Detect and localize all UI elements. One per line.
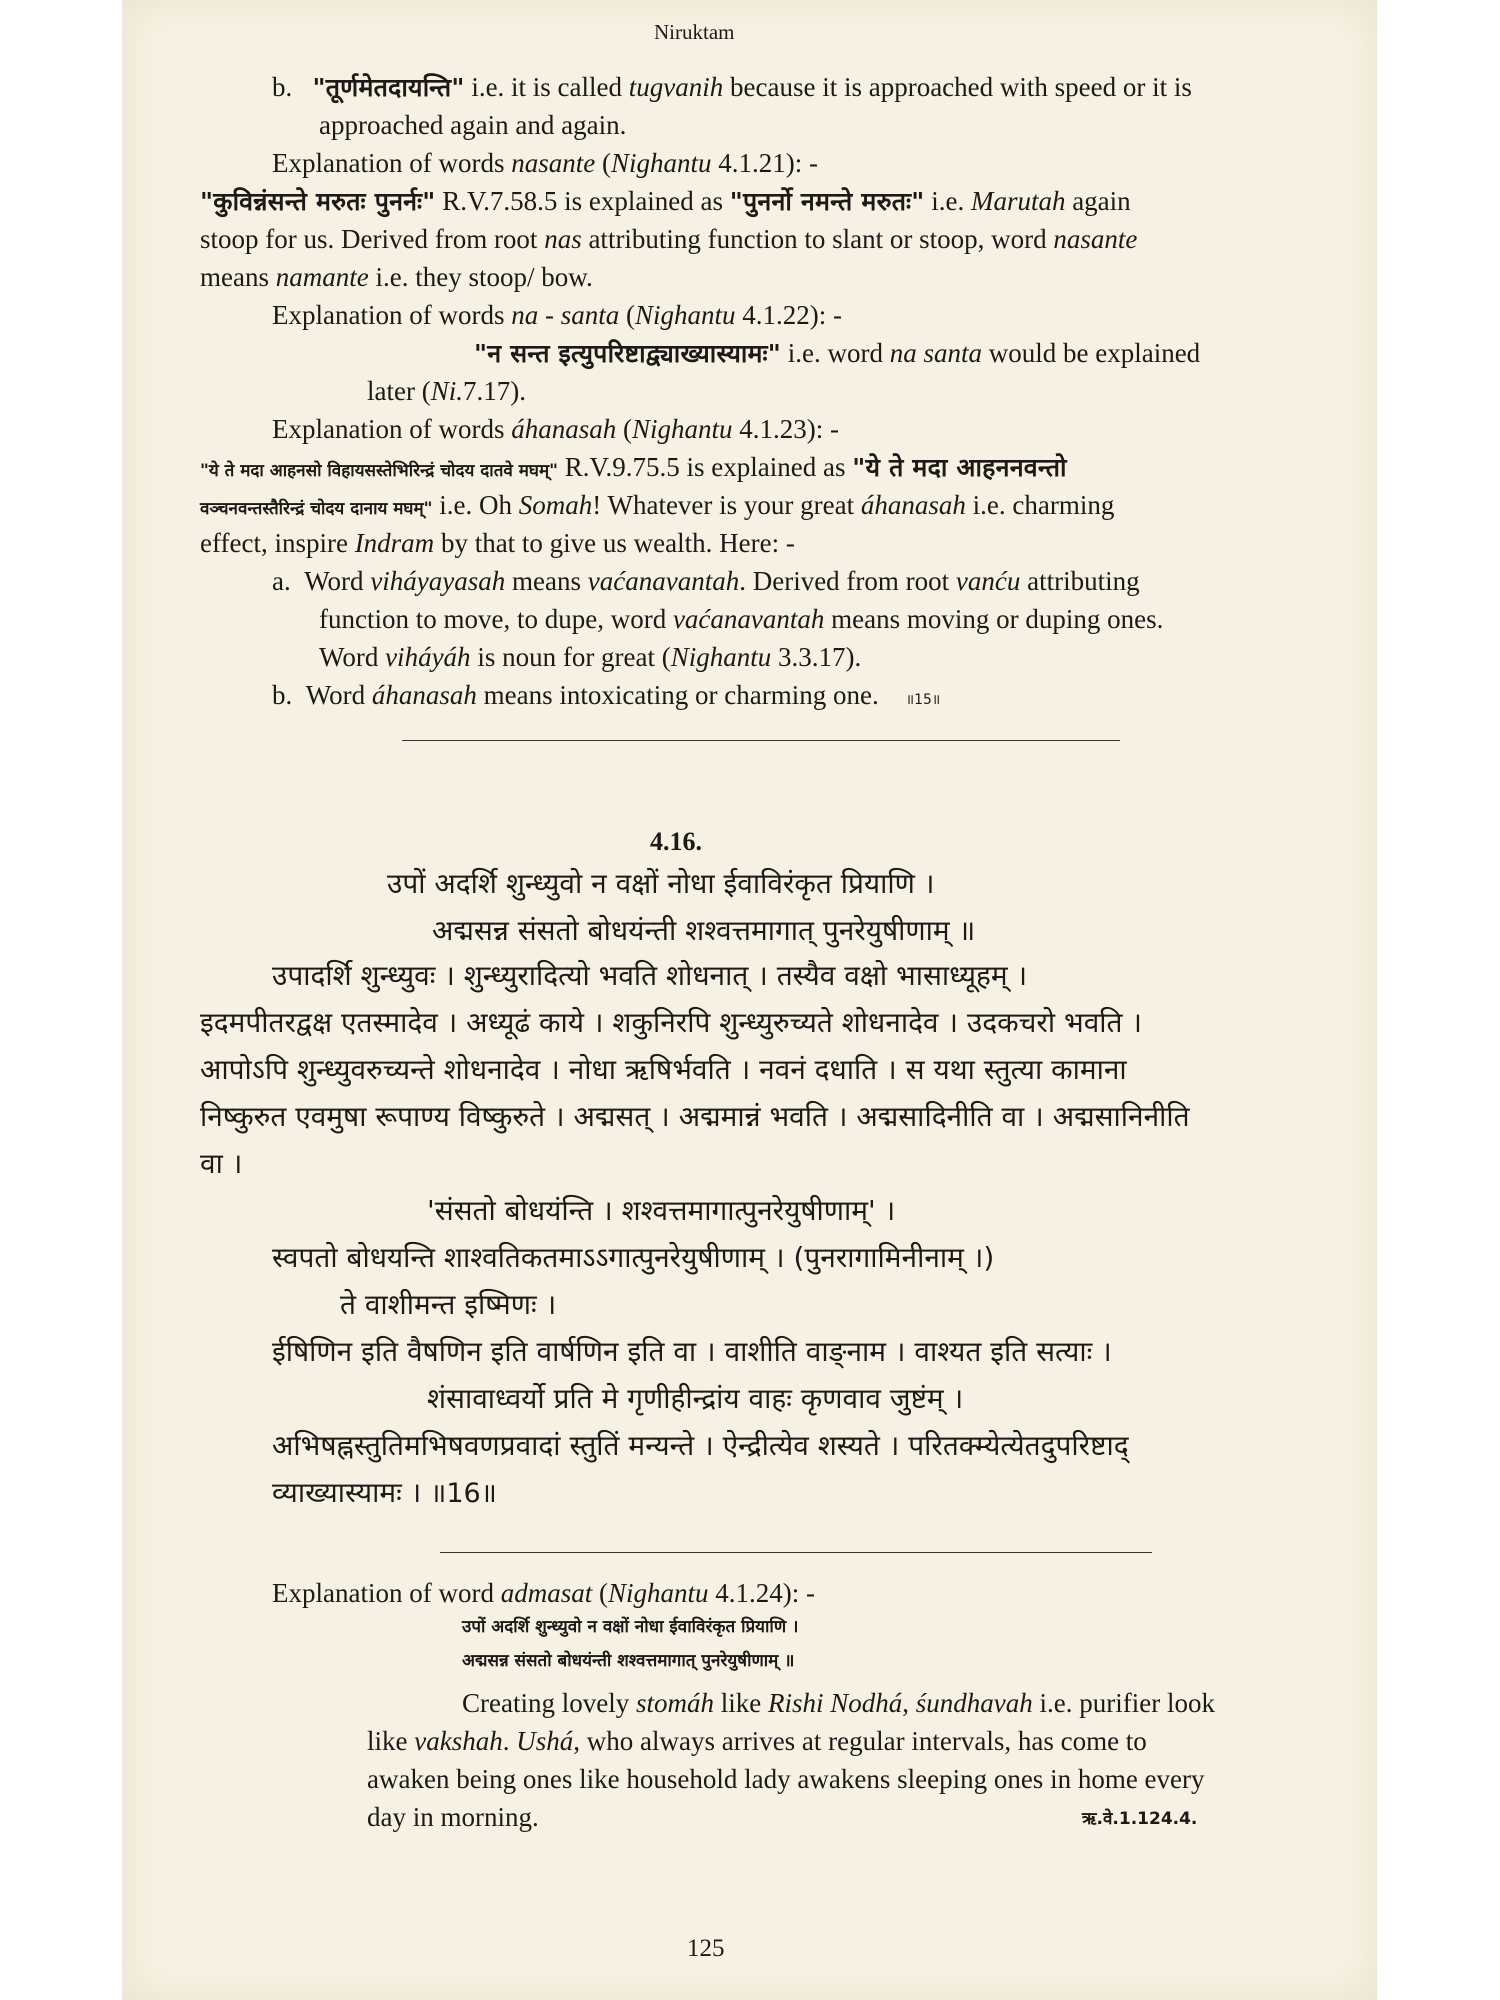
translation-line3: awaken being ones like household lady awakens sleeping ones in home every bbox=[367, 1764, 1205, 1794]
ahanasah-heading: Explanation of words áhanasah (Nighantu 4.1.23): - bbox=[272, 414, 839, 444]
ahanasah-line2: वञ्चनवन्तस्तैरिन्द्रं चोदय दानाय मघम्" i.e. Oh Somah! Whatever is your great áhanasah i.e. charming bbox=[200, 490, 1115, 520]
nasante-line1: "कुविन्नंसन्ते मरुतः पुनर्नः" R.V.7.58.5 is explained as "पुनर्नो नमन्ते मरुतः" i.e. Marutah again bbox=[200, 186, 1131, 216]
admasat-heading: Explanation of word admasat (Nighantu 4.1.24): - bbox=[272, 1578, 815, 1608]
ahanasah-line1: "ये ते मदा आहनसो विहायसस्तेभिरिन्द्रं चोदय दातवे मघम्" R.V.9.75.5 is explained as "ये ते मदा आहननवन्तो bbox=[200, 452, 1067, 482]
commentary-line10: शंसावाध्वर्यो प्रति मे गृणीहीन्द्रांय वाहः कृणवाव जुष्टंम् । bbox=[427, 1382, 964, 1415]
admasat-verse-line1: उपों अदर्शि शुन्ध्युवो न वक्षों नोधा ईवाविरंकृत प्रियाणि । bbox=[462, 1617, 799, 1637]
verse-line2: अद्मसन्न संसतो बोधयंन्ती शश्वत्तमागात् पुनरेयुषीणाम् ॥ bbox=[432, 914, 976, 947]
item-b-line1: b. "तूर्णमेतदायन्ति" i.e. it is called tugvanih because it is approached with speed or it is bbox=[272, 72, 1192, 102]
page-number: 125 bbox=[687, 1935, 725, 1962]
item-a-line1: a. Word viháyayasah means vaćanavantah. Derived from root vanću attributing bbox=[272, 566, 1140, 596]
admasat-verse-line2: अद्मसन्न संसतो बोधयंन्ती शश्वत्तमागात् पुनरेयुषीणाम् ॥ bbox=[462, 1651, 795, 1671]
rigveda-reference: ऋ.वे.1.124.4. bbox=[1082, 1809, 1198, 1829]
item-a-line3: Word viháyáh is noun for great (Nighantu 3.3.17). bbox=[319, 642, 862, 672]
nasanta-line1: "न सन्त इत्युपरिष्टाद्व्याख्यास्यामः" i.e. word na santa would be explained bbox=[474, 338, 1201, 368]
commentary-line2: इदमपीतरद्वक्ष एतस्मादेव । अध्यूढं काये । शकुनिरपि शुन्ध्युरुच्यते शोधनादेव । उदकचरो भवति । bbox=[200, 1006, 1142, 1039]
item-b2-line: b. Word áhanasah means intoxicating or charming one. ॥15॥ bbox=[272, 680, 941, 710]
nasante-line2: stoop for us. Derived from root nas attributing function to slant or stoop, word nasante bbox=[200, 224, 1138, 254]
nasanta-line2: later (Ni.7.17). bbox=[367, 376, 526, 406]
item-a-line2: function to move, to dupe, word vaćanavantah means moving or duping ones. bbox=[319, 604, 1164, 634]
commentary-line9: ईषिणिन इति वैषणिन इति वार्षणिन इति वा । वाशीति वाङ्नाम । वाश्यत इति सत्याः । bbox=[272, 1335, 1112, 1368]
section-number: 4.16. bbox=[650, 827, 702, 856]
nasante-line3: means namante i.e. they stoop/ bow. bbox=[200, 262, 593, 292]
translation-line1: Creating lovely stomáh like Rishi Nodhá, śundhavah i.e. purifier look bbox=[462, 1688, 1215, 1718]
ahanasah-line3: effect, inspire Indram by that to give us wealth. Here: - bbox=[200, 528, 795, 558]
item-b-line2: approached again and again. bbox=[319, 110, 627, 140]
nasanta-heading: Explanation of words na - santa (Nighantu 4.1.22): - bbox=[272, 300, 842, 330]
verse-number-15: ॥15॥ bbox=[905, 692, 941, 708]
verse-line1: उपों अदर्शि शुन्ध्युवो न वक्षों नोधा ईवाविरंकृत प्रियाणि । bbox=[387, 867, 935, 900]
section-divider-top bbox=[402, 740, 1120, 741]
commentary-line4: निष्कुरुत एवमुषा रूपाण्य विष्कुरुते । अद्मसत् । अद्ममान्नं भवति । अद्मसादिनीति वा । अद्मसानिनीति bbox=[200, 1100, 1190, 1133]
nasante-heading: Explanation of words nasante (Nighantu 4.1.21): - bbox=[272, 148, 818, 178]
section-divider-bottom bbox=[440, 1552, 1152, 1553]
commentary-line8: ते वाशीमन्त इष्मिणः । bbox=[340, 1288, 557, 1321]
commentary-line1: उपादर्शि शुन्ध्युवः । शुन्ध्युरादित्यो भवति शोधनात् । तस्यैव वक्षो भासाध्यूहम् । bbox=[272, 959, 1028, 992]
commentary-line3: आपोऽपि शुन्ध्युवरुच्यन्ते शोधनादेव । नोधा ऋषिर्भवति । नवनं दधाति । स यथा स्तुत्या कामाना bbox=[200, 1053, 1127, 1086]
commentary-line11: अभिषह्नस्तुतिमभिषवणप्रवादां स्तुतिं मन्यन्ते । ऐन्द्रीत्येव शस्यते । परितक्म्येत्येतदुपरिष्टाद् bbox=[272, 1429, 1129, 1462]
commentary-line7: स्वपतो बोधयन्ति शाश्वतिकतमाऽऽगात्पुनरेयुषीणाम् । (पुनरागामिनीनाम् ।) bbox=[272, 1241, 995, 1274]
translation-line2: like vakshah. Ushá, who always arrives at regular intervals, has come to bbox=[367, 1726, 1147, 1756]
commentary-line6: 'संसतो बोधयंन्ति । शश्वत्तमागात्पुनरेयुषीणाम्' । bbox=[427, 1194, 896, 1227]
running-header: Niruktam bbox=[654, 20, 735, 44]
translation-line4: day in morning. bbox=[367, 1802, 539, 1832]
commentary-line12: व्याख्यास्यामः । ॥16॥ bbox=[272, 1476, 497, 1509]
commentary-line5: वा । bbox=[200, 1147, 243, 1180]
book-page bbox=[122, 0, 1377, 2000]
verse-number-16: ॥16॥ bbox=[430, 1478, 497, 1509]
